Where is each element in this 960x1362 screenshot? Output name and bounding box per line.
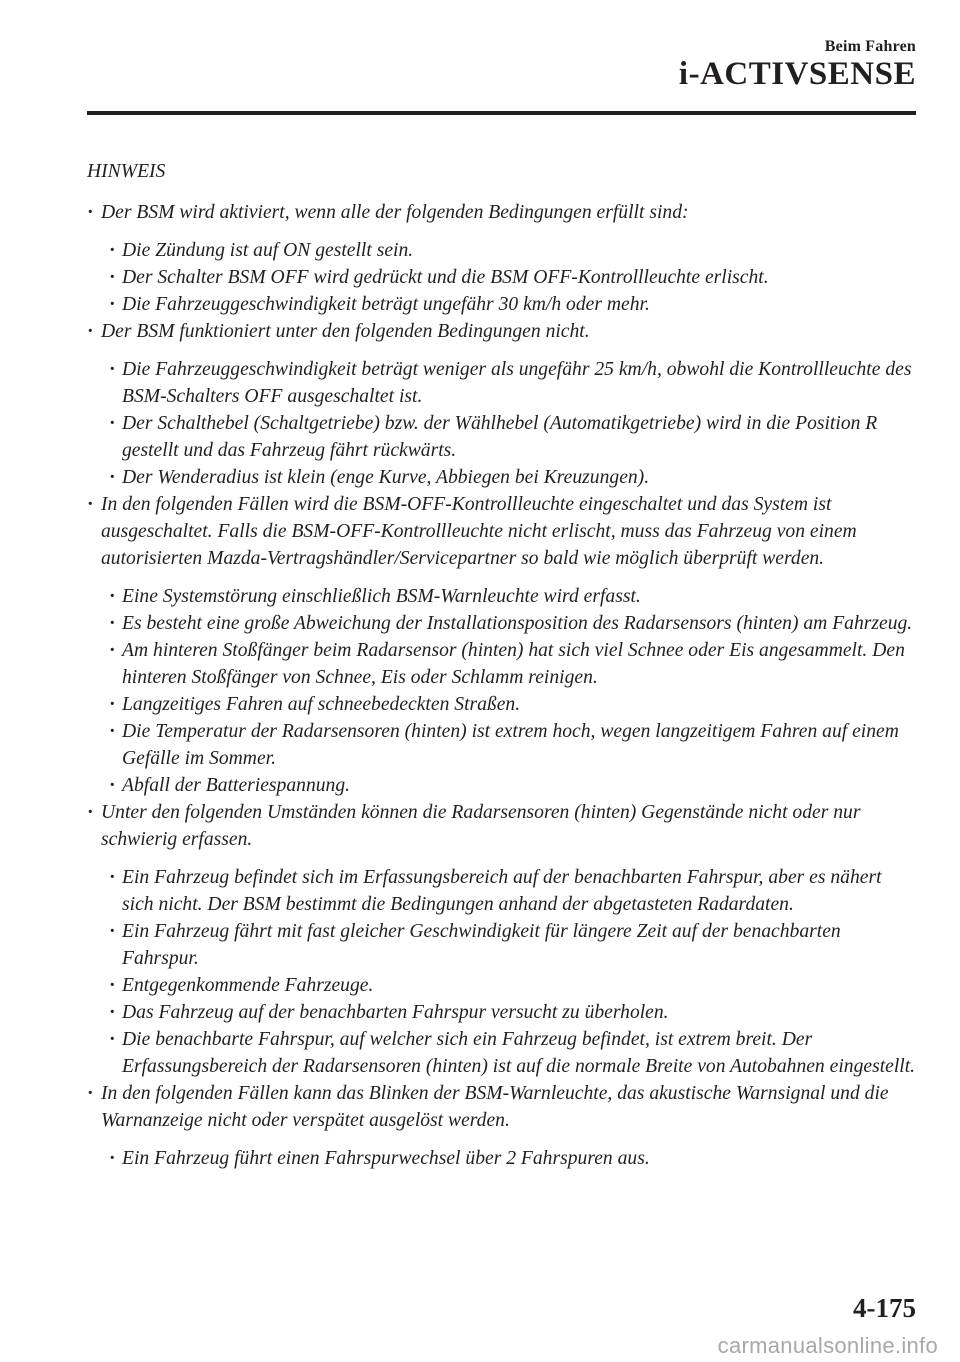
sub-list-item: · Der Wenderadius ist klein (enge Kurve, Abbiegen bei Kreuzungen).: [87, 464, 917, 491]
note-block: [87, 158, 917, 1172]
sub-list-item: · Die Temperatur der Radarsensoren (hinten) ist extrem hoch, wegen langzeitigem Fahren auf einem Gefälle im Sommer.: [87, 718, 917, 772]
sub-list-item: · Am hinteren Stoßfänger beim Radarsensor (hinten) hat sich viel Schnee oder Eis angesammelt. Den hinteren Stoßfänger von Schnee, Eis oder Schlamm reinigen.: [87, 637, 917, 691]
page-header: [679, 38, 916, 91]
sub-list-item: · Ein Fahrzeug fährt mit fast gleicher Geschwindigkeit für längere Zeit auf der benachbarten Fahrspur.: [87, 918, 917, 972]
page-number: 4-175: [853, 1293, 916, 1323]
sub-list-item: · Der Schalthebel (Schaltgetriebe) bzw. der Wählhebel (Automatikgetriebe) wird in die Position R gestellt und das Fahrzeug fährt rückwärts.: [87, 410, 917, 464]
sub-list-item: · Der Schalter BSM OFF wird gedrückt und die BSM OFF-Kontrollleuchte erlischt.: [87, 264, 917, 291]
section-title: Beim Fahren: [824, 38, 916, 55]
sub-list-item: · Es besteht eine große Abweichung der Installationsposition des Radarsensors (hinten) am Fahrzeug.: [87, 610, 917, 637]
sub-list-item: · Die Fahrzeuggeschwindigkeit beträgt weniger als ungefähr 25 km/h, obwohl die Kontrollleuchte des BSM-Schalters OFF ausgeschaltet ist.: [87, 356, 917, 410]
sub-list-item: · Das Fahrzeug auf der benachbarten Fahrspur versucht zu überholen.: [87, 999, 917, 1026]
note-title: HINWEIS: [87, 161, 166, 182]
sub-list-item: · Die benachbarte Fahrspur, auf welcher sich ein Fahrzeug befindet, ist extrem breit. Der Erfassungsbereich der Radarsensoren (hinten) ist auf die normale Breite von Autobahnen eingestellt.: [87, 1026, 917, 1080]
header-rule: [87, 111, 916, 115]
sub-list-item: · Die Fahrzeuggeschwindigkeit beträgt ungefähr 30 km/h oder mehr.: [87, 291, 917, 318]
chapter-title: i-ACTIVSENSE: [678, 56, 916, 92]
watermark: carmanualsonline.info: [717, 1333, 938, 1358]
list-item: · In den folgenden Fällen kann das Blinken der BSM-Warnleuchte, das akustische Warnsignal und die Warnanzeige nicht oder verspätet ausgelöst werden.: [87, 1080, 917, 1134]
list-item: · Unter den folgenden Umständen können die Radarsensoren (hinten) Gegenstände nicht oder nur schwierig erfassen.: [87, 799, 917, 853]
sub-list-item: · Abfall der Batteriespannung.: [87, 772, 917, 799]
list-item: · Der BSM funktioniert unter den folgenden Bedingungen nicht.: [87, 318, 917, 345]
list-item: · Der BSM wird aktiviert, wenn alle der folgenden Bedingungen erfüllt sind:: [87, 199, 917, 226]
sub-list-item: · Langzeitiges Fahren auf schneebedeckten Straßen.: [87, 691, 917, 718]
sub-list-item: · Eine Systemstörung einschließlich BSM-Warnleuchte wird erfasst.: [87, 583, 917, 610]
sub-list-item: · Ein Fahrzeug befindet sich im Erfassungsbereich auf der benachbarten Fahrspur, aber es nähert sich nicht. Der BSM bestimmt die Bedingungen anhand der abgetasteten Radardaten.: [87, 864, 917, 918]
sub-list-item: · Ein Fahrzeug führt einen Fahrspurwechsel über 2 Fahrspuren aus.: [87, 1145, 917, 1172]
sub-list-item: · Die Zündung ist auf ON gestellt sein.: [87, 237, 917, 264]
list-item: · In den folgenden Fällen wird die BSM-OFF-Kontrollleuchte eingeschaltet und das System ist ausgeschaltet. Falls die BSM-OFF-Kontrollleuchte nicht erlischt, muss das Fahrzeug von einem autorisierten Mazda-Vertragshändler/Servicepartner so bald wie möglich überprüft werden.: [87, 491, 917, 572]
sub-list-item: · Entgegenkommende Fahrzeuge.: [87, 972, 917, 999]
